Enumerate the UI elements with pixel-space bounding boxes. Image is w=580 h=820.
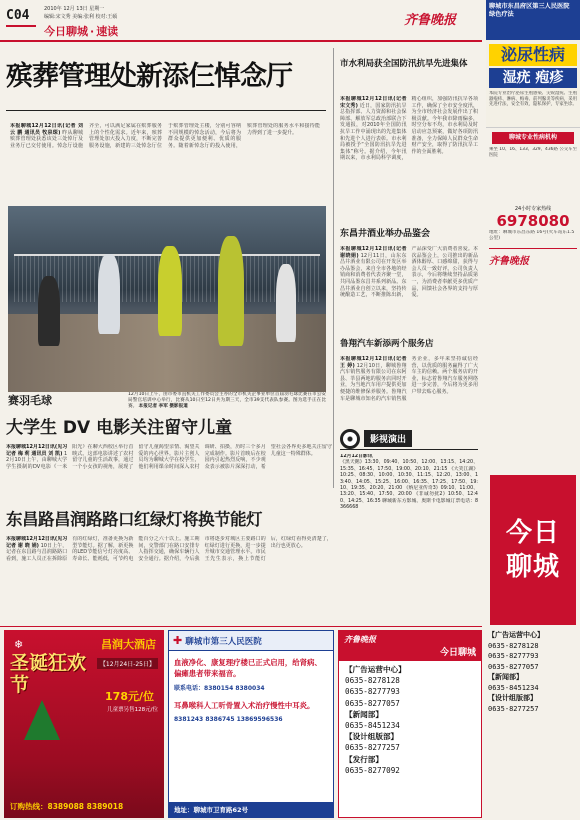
film-reel-icon (340, 429, 360, 449)
article-body (6, 536, 332, 622)
column-divider (333, 48, 334, 488)
promo-title: 泌尿性病 (489, 44, 577, 66)
ad-number-2[interactable]: 0635-8277793 (345, 687, 400, 697)
section-label: 今日聊城 (44, 25, 88, 38)
dist-number[interactable]: 0635-8277092 (345, 765, 400, 775)
sub-section-label: 速读 (96, 25, 119, 38)
movie-text: 《黑天鹅》13:30、09:40、10:50、12:00、13:15、14:20、15:35、16:45、17:50、19:00、20:10、21:15 《大笑江湖》10:25、08:30、10:00、10:30、11:15、12:20、13:00、13:40、14:05、15:25、16:00、16:35、17:25、17:50、19:10、19:35、20:20、21:00 《纳尼亚传奇3》09:10、11:00、13:20、15:40、17:50、20:00 《非诚勿扰2》10:50、12:40、14:25、16:35 聊城新东方影城、奥斯卡电影城订票电话：8366668 (340, 460, 478, 511)
article-byline: 本报聊城12月12日讯(见习记者 谢 晓 娟) (6, 536, 68, 549)
article-headline: 鲁翔汽车新添两个服务店 (340, 339, 434, 349)
photo-caption (128, 392, 326, 412)
masthead-rule (0, 40, 482, 42)
phone-label: 24小时专家热线 (514, 206, 552, 212)
promo-sub: 湿疣 疱疹 (489, 68, 577, 88)
article-headline (340, 58, 478, 70)
vertical-title-text: 今日聊城 (505, 518, 560, 582)
hospital-phones2[interactable]: 8381243 8386745 13869596536 (174, 716, 283, 723)
player-figure (38, 276, 60, 346)
news-number[interactable]: 0635-8451234 (345, 721, 400, 731)
photo-title: 赛羽毛球 (8, 394, 52, 407)
movie-listings (340, 428, 478, 624)
design-dept-label: 【设计组版部】 (345, 732, 399, 742)
article-text: 12月10日上午，由聊城大学学生摄制的DV电影《一米阳光》在聊大西校区举行首映式。这部电影讲述了农村留守儿童的生活故事，通过一个小女孩的视角，展现了留守儿童渴望亲情、渴望关爱的内心世界。影片主创人员均为聊城大学在校学生，他们利用课余时间深入农村调研、拍摄，历时三个多月完成制作。影片首映后在校园内引起热烈反响，不少观众表示被影片深深打动，希望社会各界更多地关注留守儿童这一特殊群体。 (6, 444, 332, 470)
article-body (340, 96, 478, 208)
contact-ad-header (339, 631, 481, 661)
movie-section-title: 影视演出 (364, 430, 412, 447)
article-headline: 东昌井酒业举办品鉴会 (340, 229, 431, 239)
ad-center-label: 【广告运营中心】 (345, 665, 406, 674)
promo-detail (489, 147, 577, 203)
article-body (340, 246, 478, 338)
article-body (10, 123, 320, 165)
contact-ad-logo: 齐鲁晚报 (344, 635, 376, 644)
article-body (6, 444, 332, 498)
player-figure (218, 236, 244, 346)
article-text: 12月11日，山东东昌井酒业有限公司在开发区举办品鉴会，来自全市各地的经销商和消费者代表齐聚一堂，共同品鉴东昌井系列新品。东昌井酒业自创立以来，坚持传统酿造工艺，不断推陈出新，产品深受广大消费者喜爱。本次品鉴会上，公司推出的新品酒体醇厚、口感绵甜，获得与会人员一致好评。公司负责人表示，今后将继续坚持品质第一，为消费者奉献更多优质产品，回馈社会各界的支持与厚爱。 (340, 246, 478, 299)
big-vertical-title (490, 475, 576, 625)
hotel-name: 昌润大酒店 (101, 638, 156, 651)
hospital-line1: 血液净化、康复理疗楼已正式启用，给肾病、偏瘫患者带来福音。 (174, 658, 322, 678)
news-dept-label: 【新闻部】 (345, 709, 383, 719)
article-byline: 本报聊城12月12日讯(记者 宋文秀) (340, 96, 407, 109)
phone-block (489, 205, 577, 242)
caption-text: 12月10日上午，由市委市直机关工作委员会主办的全市机关企事业单位首届羽毛球比赛在市公安局警官培训中心举行，比赛从10日至12日共为期三天，全市39支代表队参赛。图为选手正在比赛。 (128, 392, 326, 409)
article-auto (340, 338, 478, 416)
page-code-underline (6, 25, 36, 27)
hotel-ad (4, 630, 164, 818)
hospital-ad (168, 630, 334, 818)
ad-number-1[interactable]: 0635-8278128 (488, 641, 539, 650)
contact-ad-title: 今日聊城 (439, 648, 476, 658)
ad-number-3[interactable]: 0635-8277057 (488, 662, 539, 671)
design-number[interactable]: 0635-8277257 (345, 743, 400, 753)
ad-number-1[interactable]: 0635-8278128 (345, 676, 400, 686)
movie-header: 12月12日影讯 (340, 454, 373, 459)
bottom-rule (0, 626, 482, 627)
hotel-price: 178元/位 (105, 690, 154, 703)
article-text: 近日，国家防汛抗旱总指挥部、人力资源和社会保障部、解放军总政治部联合下发通报，对2010年全国防汛抗旱工作中涌现出的先进集体和先进个人进行表彰。市水利局被授予“全国防汛抗旱先进集体”称号。据介绍，今年汛期以来，市水利局科学调度，精心组织，加强防汛抗旱各项工作，确保了全市安全度汛，为全市经济社会发展作出了积极贡献。今年我市降雨偏多，时空分布不均，市水利局及时启动应急预案，做好各项防汛准备，全力保障人民群众生命财产安全，取得了防汛抗旱工作的全面胜利。 (340, 96, 478, 162)
article-headline: 大学生 DV 电影关注留守儿童 (6, 418, 233, 438)
article-text: 10日上午，记者在东昌路与昌润路路口看到，施工人员正在拆除原有的红绿灯，准备更换为新型节能灯。据了解，新更换的LED节能信号灯亮度高、寿命长、能耗低，可节约电能百分之六十以上。施工期间，交警部门在路口安排专人指挥交通，确保车辆行人安全通行。据介绍，今后我市将逐步对城区主要路口的红绿灯进行更换，进一步提升城市交通管理水平。市民王先生表示，换上节能灯后，红绿灯看得更清楚了，出行也更放心。 (6, 536, 332, 562)
hospital-name: 聊城市第三人民医院 (185, 636, 262, 647)
masthead-logo: 齐鲁晚报 (404, 13, 457, 28)
hospital-phones1-row (174, 683, 328, 692)
promo-badge: 聊城专业性病机构 (492, 132, 574, 144)
hospital-cross-icon: ✚ (173, 634, 183, 647)
date-line: 2010年 12月 13日 星期一 (44, 6, 105, 12)
snowflake-icon: ❄ (14, 638, 24, 651)
photo-credit: 本报记者 李军 摄影报道 (138, 404, 188, 409)
hospital-address: 地址：聊城市卫育路62号 (169, 802, 333, 817)
contacts-block (488, 630, 578, 714)
christmas-tree-icon (24, 700, 60, 740)
hotel-child-price: 儿童票另售128元/位 (107, 707, 158, 713)
article-traffic-light (6, 508, 332, 622)
hotel-event: 圣诞狂欢节 (10, 652, 87, 696)
article-headline: 殡葬管理处新添仨悼念厅 (6, 61, 292, 92)
address-text: 地址：聊城市东昌东路 16号(火车站东1.5公里) (489, 230, 575, 241)
article-byline: 本报聊城12月12日讯(记者 刘 云 鹏 通讯员 牧泉琛) (10, 123, 83, 136)
hospital-banner: 聊城市东昌府区第三人民医院 绿色疗法 (486, 0, 580, 40)
article-byline: 本报聊城12月12日讯(记者 王 婷) (340, 356, 407, 369)
hospital-header (169, 631, 333, 651)
badminton-photo (8, 206, 326, 392)
ad-number-2[interactable]: 0635-8277793 (488, 652, 539, 660)
headline-text: 市水利局获全国防汛抗旱先进集体 (340, 59, 468, 69)
article-liquor (340, 228, 478, 328)
article-dv-film (6, 416, 332, 504)
ad-number-3[interactable]: 0635-8277057 (345, 698, 400, 708)
article-byline: 本报聊城12月12日讯(记者 谢晓娟) (340, 246, 407, 259)
promo-block (486, 40, 580, 128)
design-number[interactable]: 0635-8277257 (488, 704, 539, 713)
hospital-phones1[interactable]: 8380154 8380034 (204, 685, 265, 692)
hotel-hotline[interactable]: 订购热线：8389088 8389018 (10, 802, 124, 811)
headline-rule (6, 110, 326, 111)
player-figure (276, 264, 296, 342)
design-dept-label: 【设计组版部】 (488, 694, 537, 702)
dist-dept-label: 【发行部】 (345, 754, 383, 764)
right-column (486, 0, 580, 820)
phone-number[interactable]: 6978080 (496, 212, 570, 230)
player-figure (98, 254, 120, 334)
ad-center-label: 【广告运营中心】 (488, 631, 544, 639)
article-headline: 东昌路昌润路路口红绿灯将换节能灯 (6, 510, 262, 529)
player-figure (158, 246, 182, 336)
article-body (340, 356, 478, 416)
hospital-line2: 耳鼻喉科人工听骨置入术治疗慢性中耳炎。 (174, 701, 315, 710)
movie-listings-title (340, 428, 478, 450)
movie-body (340, 454, 478, 618)
editor-line: 编辑:宋文秀 美编:张利 校对:王硕 (44, 14, 118, 20)
news-number[interactable]: 0635-8451234 (488, 683, 539, 692)
article-text: 昨从聊城殡葬管理处获悉该处三处悼厅及业务厅已交付使用。悼念厅设施齐全，可以满足家属在殡葬服务上的个性化需求。近年来，殡葬管理处加大投入力度，不断完善服务设施，新建的三处悼念厅位于殡葬管理处主楼，分别可容纳不同规模的悼念活动，今后将为群众提供更加便利、优质的服务。随着新悼念厅的投入使用，殡葬管理处的服务水平和接待能力得到了进一步提升。 (10, 123, 320, 149)
promo-text: 本院专业治疗泌尿生殖感染、尖锐湿疣、生殖器疱疹、淋病、梅毒、前列腺炎等疾病，采用先进疗法，安全有效，隐私保护，专家坐诊。 (489, 91, 577, 108)
hotel-date: 【12月24日-25日】 (97, 658, 158, 669)
section-title: 今日聊城 · 速读 (44, 25, 119, 38)
side-logo: 齐鲁晚报 (489, 248, 577, 267)
bus-info: 乘坐 10、16、133、329、436路 公交车至医院 (489, 147, 577, 158)
news-dept-label: 【新闻部】 (488, 673, 523, 681)
article-byline: 本报聊城12月12日讯(见习记者 梅 莉 通讯员 刘 凯) (6, 444, 68, 457)
article-mortuary (6, 60, 326, 210)
article-water-bureau (340, 58, 478, 210)
article-text: 12月10日，聊城鲁翔汽车销售服务有限公司在东阿县、莘县两地的服务店同时开业，为当地汽车用户提供更加便捷的维修保养服务。鲁翔汽车是聊城市知名的汽车销售服务企业，多年来坚持诚信经营，以优质的服务赢得了广大车主的信赖。两个服务店的开业，标志着鲁翔汽车服务网络进一步完善，今后将为更多用户带去贴心服务。 (340, 356, 478, 402)
contact-ad-body (339, 661, 481, 779)
contact-ad (338, 630, 482, 818)
hospital-phone-label: 联系电话： (174, 685, 205, 692)
page-code: C04 (6, 8, 30, 23)
